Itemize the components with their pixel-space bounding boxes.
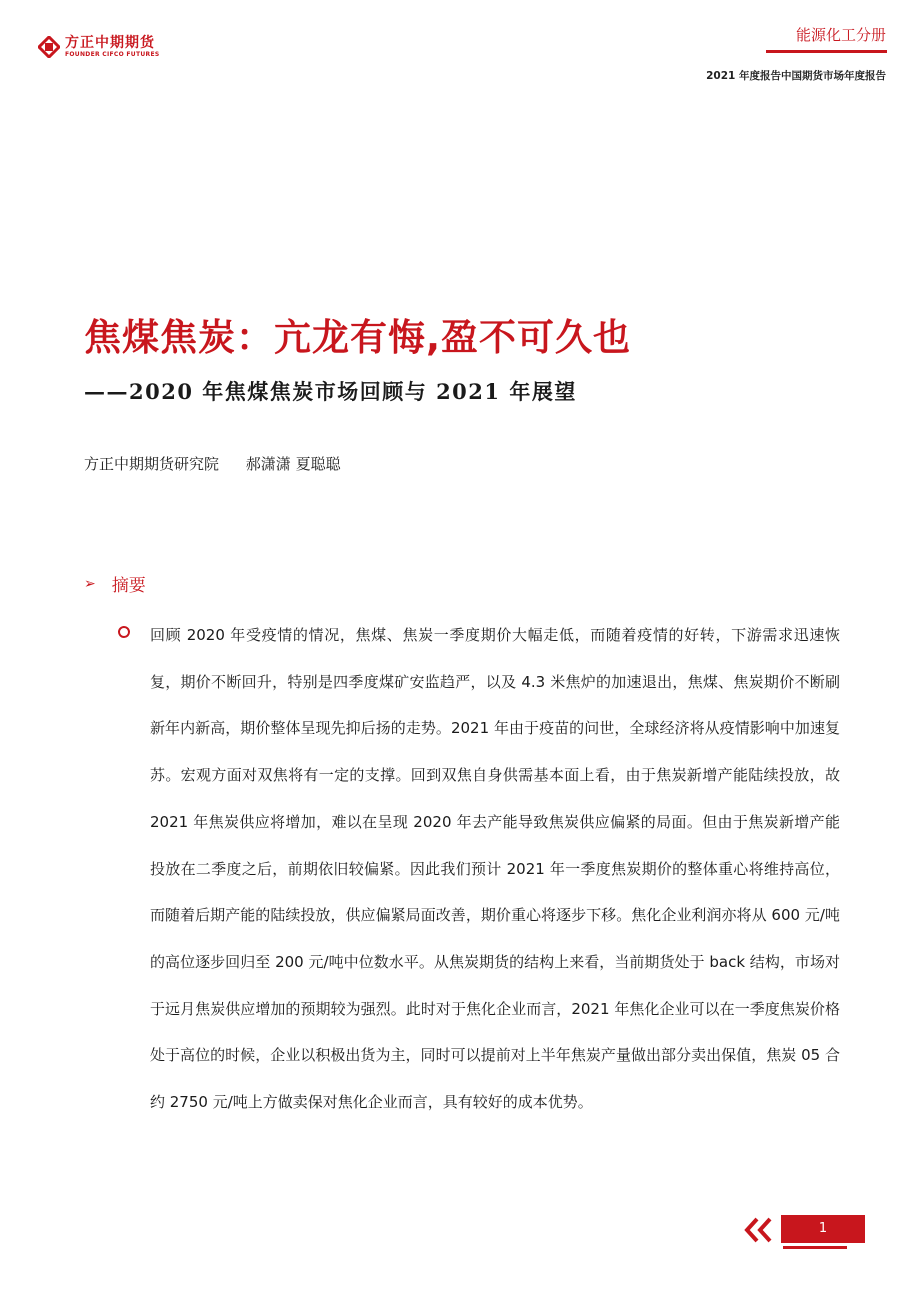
author-names: 郝潇潇 夏聪聪 — [245, 455, 341, 473]
page-number: 1 — [781, 1215, 865, 1243]
section-tag: 能源化工分册 — [795, 26, 886, 44]
circle-bullet-icon — [118, 626, 130, 638]
abstract-heading — [84, 571, 146, 596]
logo-name-cn: 方正中期期货 — [65, 35, 155, 51]
logo-name-en: FOUNDER CIFCO FUTURES — [65, 51, 160, 58]
report-series: 2021 年度报告中国期货市场年度报告 — [706, 70, 886, 82]
main-title: 焦煤焦炭：亢龙有悔,盈不可久也 — [84, 316, 632, 359]
arrow-bullet-icon: ➢ — [84, 575, 96, 592]
company-logo — [38, 35, 159, 59]
byline — [84, 453, 341, 474]
sub-title: ——2020 年焦煤焦炭市场回顾与 2021 年展望 — [84, 379, 577, 404]
abstract-label: 摘要 — [111, 576, 146, 596]
abstract-body: 回顾 2020 年受疫情的情况，焦煤、焦炭一季度期价大幅走低，而随着疫情的好转，下游需求迅速恢复，期价不断回升，特别是四季度煤矿安监趋严，以及 4.3 米焦炉的加速退出，焦煤、焦炭期价不断刷新年内新高，期价整体呈现先抑后扬的走势。2021 年由于疫苗的问世，全球经济将从疫情影响中加速复苏。宏观方面对双焦将有一定的支撑。回到双焦自身供需基本面上看，由于焦炭新增产能陆续投放，故 2021 年焦炭供应将增加，难以在呈现 2020 年去产能导致焦炭供应偏紧的局面。但由于焦炭新增产能投放在二季度之后，前期依旧较偏紧。因此我们预计 2021 年一季度焦炭期价的整体重心将维持高位，而随着后期产能的陆续投放，供应偏紧局面改善，期价重心将逐步下移。焦化企业利润亦将从 600 元/吨的高位逐步回归至 200 元/吨中位数水平。从焦炭期货的结构上来看，当前期货处于 back 结构，市场对于远月焦炭供应增加的预期较为强烈。此时对于焦化企业而言，2021 年焦化企业可以在一季度焦炭价格处于高位的时候，企业以积极出货为主，同时可以提前对上半年焦炭产量做出部分卖出保值，焦炭 05 合约 2750 元/吨上方做卖保对焦化企业而言，具有较好的成本优势。 — [150, 626, 840, 1112]
logo-icon — [38, 36, 60, 58]
footer-underline — [783, 1246, 847, 1249]
double-chevron-left-icon — [742, 1216, 778, 1244]
institute-name: 方正中期期货研究院 — [84, 455, 220, 473]
section-underline — [766, 50, 887, 53]
